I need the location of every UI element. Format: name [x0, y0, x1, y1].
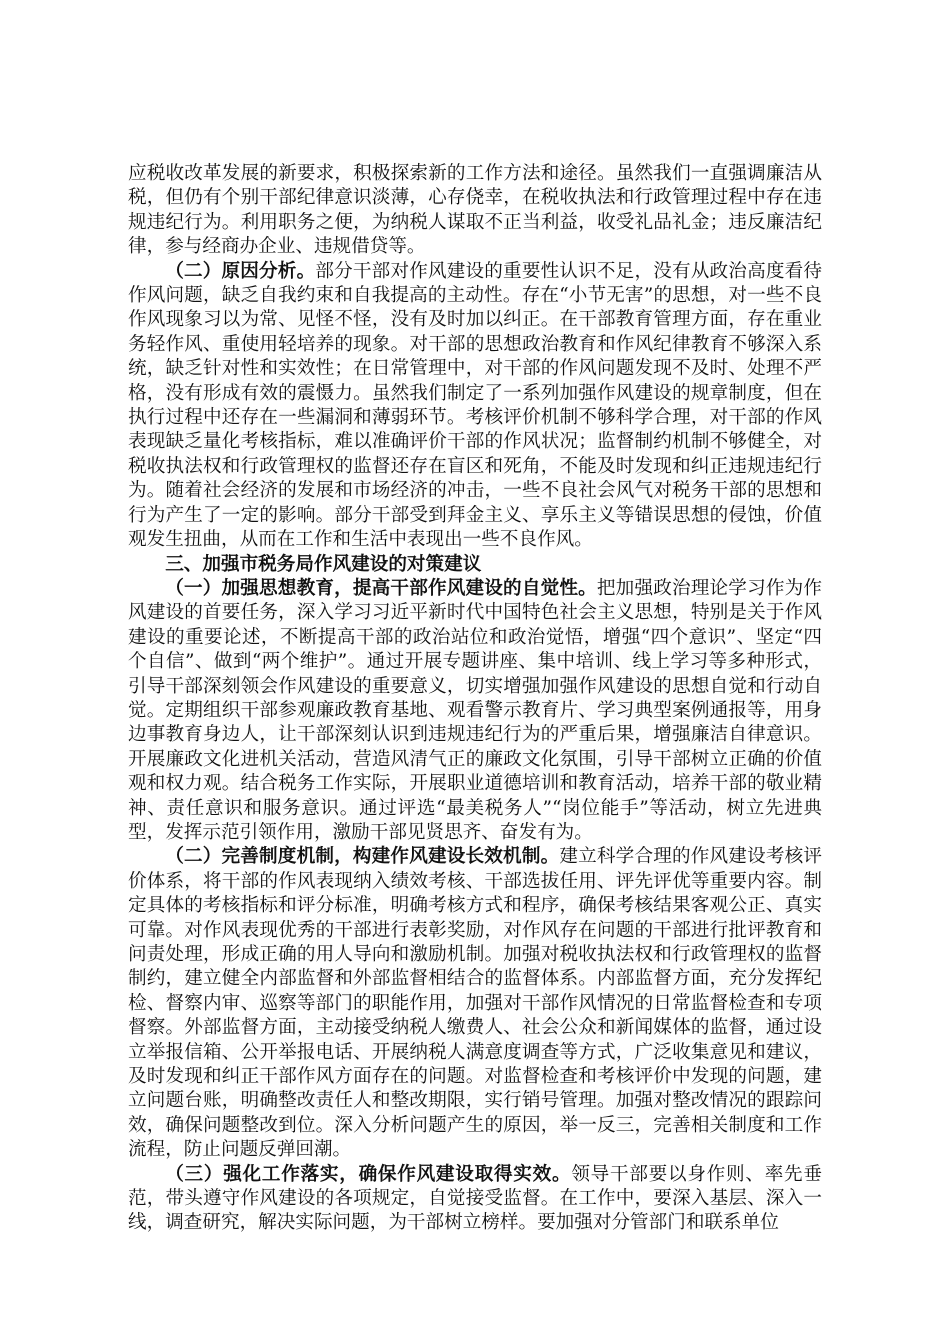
- paragraph-lead-ideological-education: （一）加强思想教育，提高干部作风建设的自觉性。: [165, 577, 597, 599]
- paragraph-lead-institutional-mechanism: （二）完善制度机制，构建作风建设长效机制。: [165, 846, 560, 868]
- paragraph-body-ideological-education: 把加强政治理论学习作为作风建设的首要任务，深入学习习近平新时代中国特色社会主义思想，特别是关于作风建设的重要论述，不断提高干部的政治站位和政治觉悟，增强“四个意识”、坚定“四个自信”、做到“两个维护”。通过开展专题讲座、集中培训、线上学习等多种形式，引导干部深刻领会作风建设的重要意义，切实增强加强作风建设的思想自觉和行动自觉。定期组织干部参观廉政教育基地、观看警示教育片、学习典型案例通报等，用身边事教育身边人，让干部深刻认识到违规违纪行为的严重后果，增强廉洁自律意识。开展廉政文化进机关活动，营造风清气正的廉政文化氛围，引导干部树立正确的价值观和权力观。结合税务工作实际，开展职业道德培训和教育活动，培养干部的敬业精神、责任意识和服务意识。通过评选“最美税务人”“岗位能手”等活动，树立先进典型，发挥示范引领作用，激励干部见贤思齐、奋发有为。: [128, 577, 822, 843]
- section-heading-countermeasures: 三、加强市税务局作风建设的对策建议: [165, 553, 482, 575]
- paragraph-ideological-education: [128, 577, 822, 845]
- paragraph-lead-cause-analysis: （二）原因分析。: [165, 260, 316, 282]
- paragraph-body-cause-analysis: 部分干部对作风建设的重要性认识不足，没有从政治高度看待作风问题，缺乏自我约束和自我提高的主动性。存在“小节无害”的思想，对一些不良作风现象习以为常、见怪不怪，没有及时加以纠正。在干部教育管理方面，存在重业务轻作风、重使用轻培养的现象。对干部的思想政治教育和作风纪律教育不够深入系统，缺乏针对性和实效性；在日常管理中，对干部的作风问题发现不及时、处理不严格，没有形成有效的震慑力。虽然我们制定了一系列加强作风建设的规章制度，但在执行过程中还存在一些漏洞和薄弱环节。考核评价机制不够科学合理，对干部的作风表现缺乏量化考核指标，难以准确评价干部的作风状况；监督制约机制不够健全，对税收执法权和行政管理权的监督还存在盲区和死角，不能及时发现和纠正违规违纪行为。随着社会经济的发展和市场经济的冲击，一些不良社会风气对税务干部的思想和行为产生了一定的影响。部分干部受到拜金主义、享乐主义等错误思想的侵蚀，价值观发生扭曲，从而在工作和生活中表现出一些不良作风。: [128, 260, 822, 551]
- paragraph-work-implementation: [128, 1163, 822, 1236]
- paragraph-body-work-implementation: 领导干部要以身作则、率先垂范，带头遵守作风建设的各项规定，自觉接受监督。在工作中，要深入基层、深入一线，调查研究，解决实际问题，为干部树立榜样。要加强对分管部门和联系单位: [128, 1163, 822, 1234]
- paragraph-body-institutional-mechanism: 建立科学合理的作风建设考核评价体系，将干部的作风表现纳入绩效考核、干部选拔任用、评先评优等重要内容。制定具体的考核指标和评分标准，明确考核方式和程序，确保考核结果客观公正、真实可靠。对作风表现优秀的干部进行表彰奖励，对作风存在问题的干部进行批评教育和问责处理，形成正确的用人导向和激励机制。加强对税收执法权和行政管理权的监督制约，建立健全内部监督和外部监督相结合的监督体系。内部监督方面，充分发挥纪检、督察内审、巡察等部门的职能作用，加强对干部作风情况的日常监督检查和专项督察。外部监督方面，主动接受纳税人缴费人、社会公众和新闻媒体的监督，通过设立举报信箱、公开举报电话、开展纳税人满意度调查等方式，广泛收集意见和建议，及时发现和纠正干部作风方面存在的问题。对监督检查和考核评价中发现的问题，建立问题台账，明确整改责任人和整改期限，实行销号管理。加强对整改情况的跟踪问效，确保问题整改到位。深入分析问题产生的原因，举一反三，完善相关制度和工作流程，防止问题反弹回潮。: [128, 846, 822, 1161]
- paragraph-lead-work-implementation: （三）强化工作落实，确保作风建设取得实效。: [165, 1163, 572, 1185]
- paragraph-continuation: 应税收改革发展的新要求，积极探索新的工作方法和途径。虽然我们一直强调廉洁从税，但仍有个别干部纪律意识淡薄，心存侥幸，在税收执法和行政管理过程中存在违规违纪行为。利用职务之便，为纳税人谋取不正当利益，收受礼品礼金；违反廉洁纪律，参与经商办企业、违规借贷等。: [128, 163, 822, 258]
- document-page: [128, 162, 822, 1236]
- paragraph-institutional-mechanism: [128, 845, 822, 1162]
- paragraph-cause-analysis: [128, 260, 822, 553]
